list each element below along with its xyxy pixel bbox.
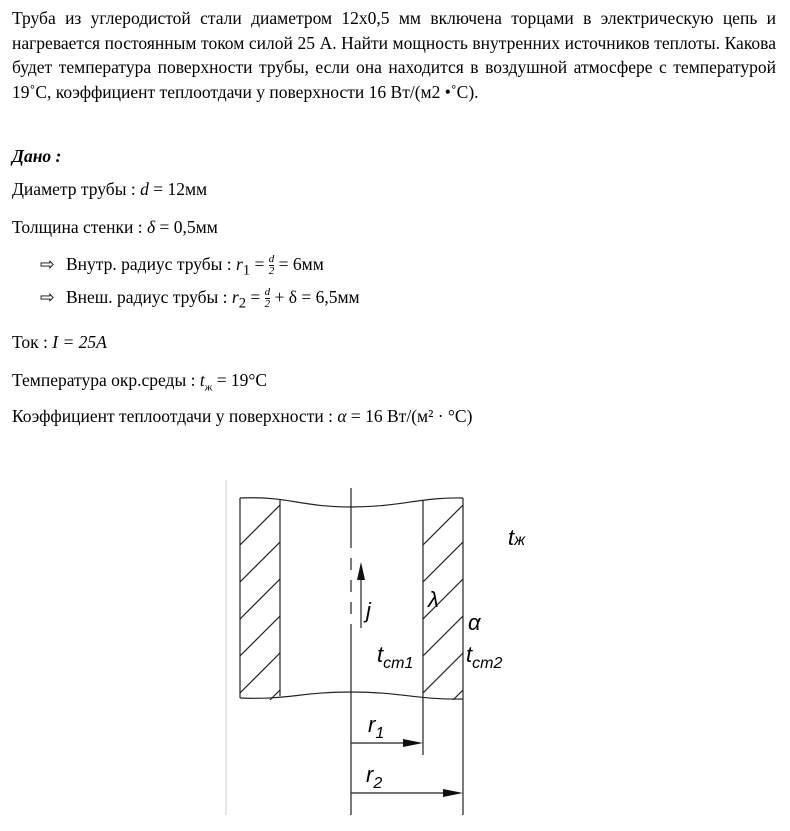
problem-statement: Труба из углеродистой стали диаметром 12x0,5 мм включена торцами в электрическую цепь и нагревается постоянным током силой 25 А. Найти мощность внутренних источников теплоты. Какова будет температура поверхности трубы, если она находится в воздушной атмосфере с температурой 19˚С, коэффициент теплоотдачи у поверхности 16 Вт/(м2 •˚С). [12, 8, 776, 102]
arrow-right-icon: ⇨ [40, 254, 55, 274]
label-t-wall2: $t_{cm2}$ [466, 642, 503, 672]
arrow-right-icon: ⇨ [40, 287, 55, 307]
left-wall-hatch [240, 505, 280, 720]
given-current: Ток : I = 25A [12, 332, 107, 352]
label-t-fluid: tж [508, 525, 526, 550]
given-alpha: Коэффициент теплоотдачи у поверхности : α = 16 Вт/(м² · °C) [12, 406, 473, 426]
given-r1: ⇨ Внутр. радиус трубы : $r_1$ = $\frac{d}{2}$ = 6мм [40, 253, 324, 279]
given-diameter: Диаметр трубы : d = 12мм [12, 179, 208, 199]
label-j: j [366, 598, 371, 623]
label-r2: $r_2$ [366, 762, 383, 792]
given-temperature: Температура окр.среды : $t_ж = 19^\circ C$ [12, 370, 268, 394]
label-r1: $r_1$ [368, 712, 385, 742]
label-lambda: λ [428, 587, 439, 612]
right-wall-hatch [423, 505, 463, 720]
label-t-wall1: $t_{cm1}$ [377, 642, 414, 672]
given-r2: ⇨ Внеш. радиус трубы : $r_2$ = $\frac{d}{2}$ + δ = 6,5мм [40, 286, 360, 312]
given-heading: Дано : [12, 146, 62, 166]
label-alpha: α [468, 610, 481, 635]
given-thickness: Толщина стенки : δ = 0,5мм [12, 217, 218, 237]
